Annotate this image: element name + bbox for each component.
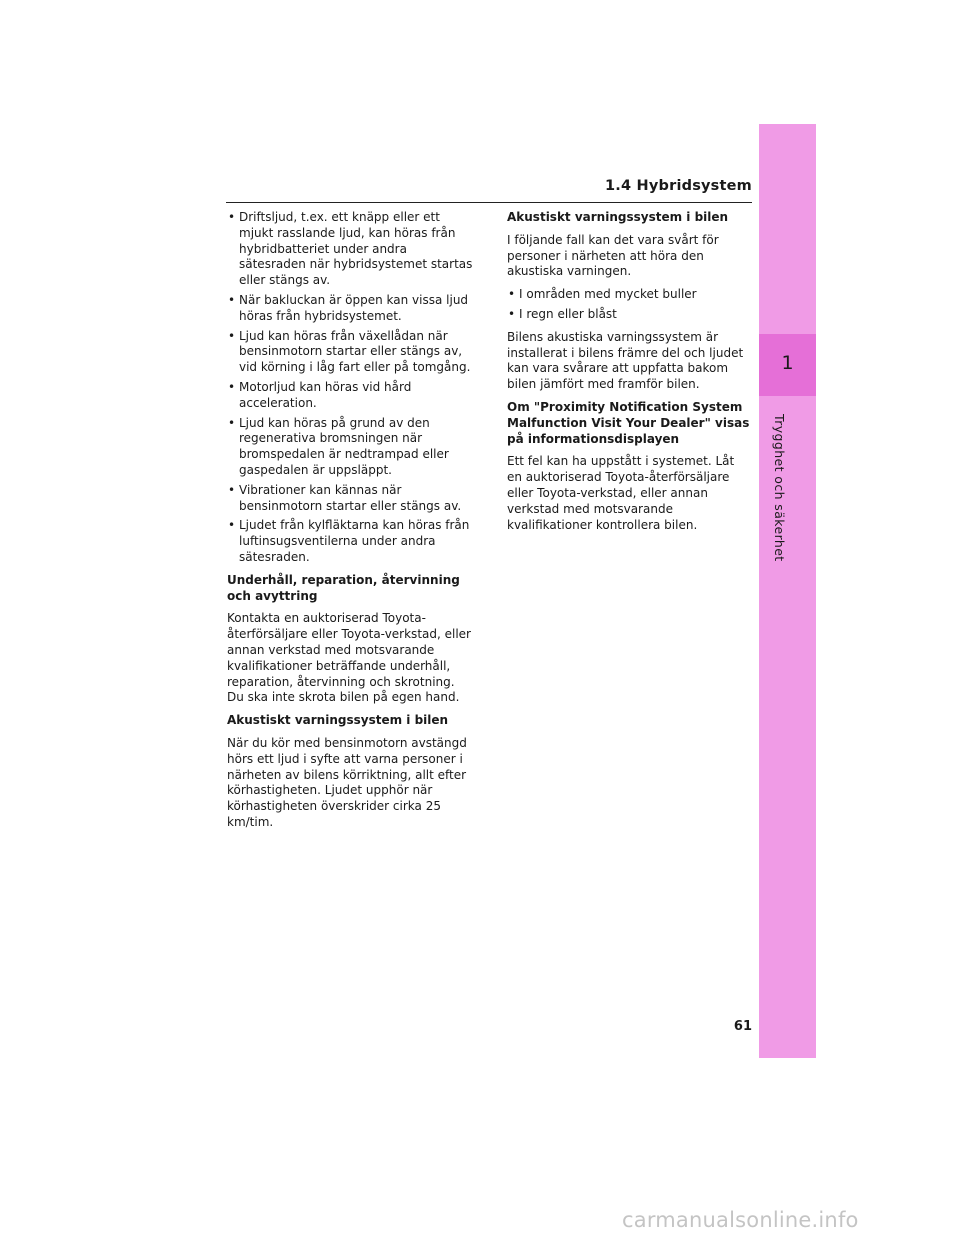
list-item [227, 380, 475, 412]
bullet-icon: • [228, 518, 236, 533]
warning-system-paragraph: När du kör med bensinmotorn avstängd hörs ett ljud i syfte att varna personer i närheten av bilens körriktning, allt efter körhastigheten. Ljudet upphör när körhastigheten överskrider cirka 25 km/tim. [227, 735, 467, 829]
list-item-text: Ljud kan höras från växellådan när bensinmotorn startar eller stängs av, vid körning i låg fart eller på tomgång. [239, 328, 471, 375]
section-title: 1.4 Hybridsystem [605, 178, 752, 194]
bullet-icon: • [508, 306, 516, 321]
list-item-text: Motorljud kan höras vid hård acceleration. [239, 379, 412, 410]
list-item-text: Vibrationer kan kännas när bensinmotorn startar eller stängs av. [239, 482, 462, 513]
page-number: 61 [733, 1019, 752, 1034]
chapter-title: Trygghet och säkerhet [772, 414, 787, 562]
maintenance-heading: Underhåll, reparation, återvinning och avyttring [227, 572, 460, 603]
list-item-text: Ljudet från kylfläktarna kan höras från luftinsugsventilerna under andra sätesraden. [239, 518, 470, 564]
list-item-text: I områden med mycket buller [519, 287, 697, 302]
list-item [227, 210, 475, 289]
chapter-number-box [759, 334, 816, 396]
bullet-icon: • [228, 482, 236, 497]
list-item [227, 416, 475, 479]
left-column [227, 210, 475, 838]
proximity-notification-heading: Om "Proximity Notification System Malfunction Visit Your Dealer" visas på informationsdisplayen [507, 399, 750, 446]
conditions-bullet-list [507, 287, 752, 323]
list-item [227, 293, 475, 325]
list-item [507, 287, 752, 303]
list-item-text: Ljud kan höras på grund av den regenerativa bromsningen när bromspedalen är nedtrampad eller gaspedalen är uppsläppt. [239, 415, 449, 477]
list-item [227, 518, 475, 565]
bullet-icon: • [228, 328, 236, 343]
list-item-text: Driftsljud, t.ex. ett knäpp eller ett mjukt rasslande ljud, kan höras från hybridbatteriet under andra sätesraden när hybridsystemet startas eller stängs av. [239, 210, 473, 288]
chapter-number: 1 [781, 352, 794, 374]
location-paragraph: Bilens akustiska varningssystem är installerat i bilens främre del och ljudet kan vara svårare att uppfatta bakom bilen jämfört med framför bilen. [507, 329, 744, 392]
bullet-icon: • [228, 379, 236, 394]
warning-system-heading: Akustiskt varningssystem i bilen [227, 713, 449, 728]
bullet-icon: • [228, 292, 236, 307]
maintenance-paragraph: Kontakta en auktoriserad Toyota-återförsäljare eller Toyota-verkstad, eller annan verkstad med motsvarande kvalifikationer beträffande underhåll, reparation, återvinning och skrotning. Du ska inte skrota bilen på egen hand. [227, 611, 471, 705]
list-item [227, 483, 475, 515]
warning-system-heading-continued: Akustiskt varningssystem i bilen [507, 210, 729, 224]
page-header [226, 178, 752, 203]
list-item [227, 329, 475, 376]
chapter-side-tab [759, 124, 816, 1058]
proximity-notification-paragraph: Ett fel kan ha uppstått i systemet. Låt en auktoriserad Toyota-återförsäljare eller Toyota-verkstad, eller annan verkstad med motsvarande kvalifikationer kontrollera bilen. [507, 454, 735, 532]
watermark-text: carmanualsonline.info [622, 1208, 859, 1232]
bullet-icon: • [228, 210, 236, 224]
noise-bullet-list [227, 210, 475, 566]
right-column [507, 210, 752, 540]
bullet-icon: • [508, 287, 516, 302]
list-item-text: I regn eller blåst [519, 306, 617, 321]
bullet-icon: • [228, 415, 236, 430]
list-item [507, 307, 752, 323]
hard-to-hear-paragraph: I följande fall kan det vara svårt för personer i närheten att höra den akustiska varningen. [507, 232, 719, 279]
list-item-text: När bakluckan är öppen kan vissa ljud höras från hybridsystemet. [239, 292, 469, 323]
